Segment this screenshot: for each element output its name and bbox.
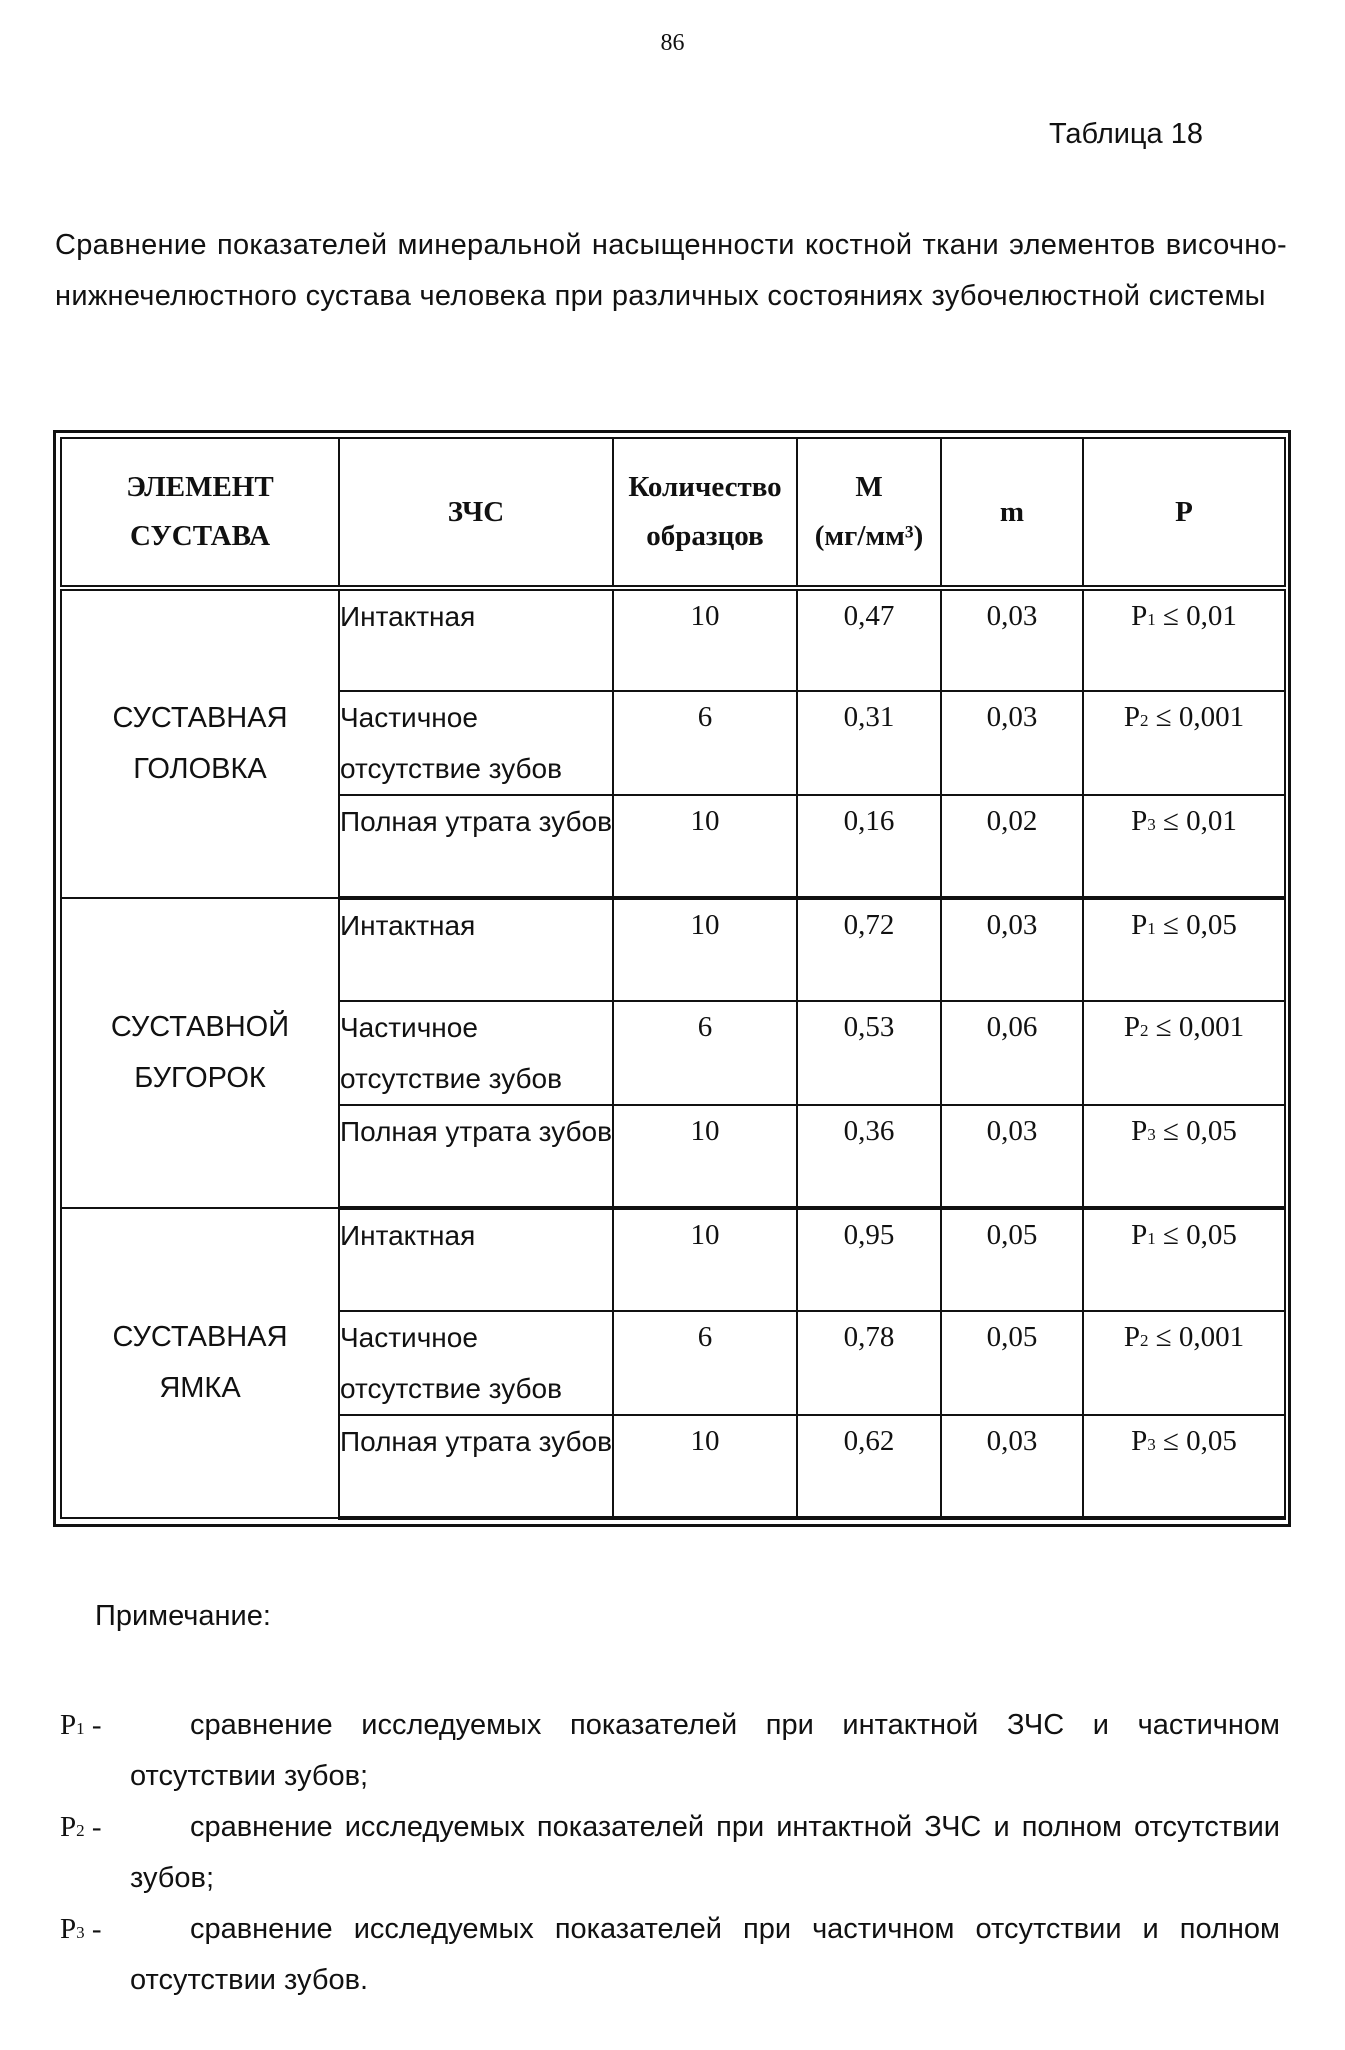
cell-zchs: Интактная	[339, 1208, 613, 1311]
header-mean-line1: М	[855, 471, 883, 503]
note-text: сравнение исследуемых показателей при частичном отсутствии и полном отсутствии зубов.	[130, 1913, 1280, 1996]
header-count-line1: Количество	[628, 471, 782, 503]
cell-p	[1083, 1415, 1285, 1518]
header-element	[61, 438, 339, 588]
element-line: БУГОРОК	[134, 1062, 266, 1094]
cell-count: 6	[613, 1311, 797, 1415]
cell-error: 0,03	[941, 1105, 1083, 1208]
p-sub: 3	[1147, 1435, 1156, 1454]
cell-error: 0,03	[941, 898, 1083, 1001]
cell-error: 0,03	[941, 1415, 1083, 1518]
header-element-line2: СУСТАВА	[129, 520, 271, 552]
cell-p	[1083, 795, 1285, 898]
header-count	[613, 438, 797, 588]
p-key: P	[1131, 1219, 1148, 1251]
page-number: 86	[660, 30, 685, 56]
cell-mean: 0,31	[797, 691, 941, 795]
cell-error: 0,06	[941, 1001, 1083, 1105]
cell-mean: 0,72	[797, 898, 941, 1001]
p-key: P	[1131, 805, 1148, 837]
cell-mean: 0,95	[797, 1208, 941, 1311]
element-line: СУСТАВНАЯ	[112, 702, 288, 734]
results-table	[60, 437, 1286, 1520]
p-sub: 2	[1139, 1021, 1149, 1040]
p-value: ≤ 0,05	[1155, 909, 1237, 941]
table-row	[61, 898, 1285, 1001]
header-p: P	[1083, 438, 1285, 588]
cell-element	[61, 588, 339, 898]
p-value: ≤ 0,001	[1148, 1321, 1245, 1353]
p-value: ≤ 0,01	[1155, 600, 1237, 632]
p-sub: 1	[1147, 1229, 1156, 1248]
p-key: P	[1131, 1115, 1148, 1147]
table-body	[61, 588, 1285, 1518]
cell-error: 0,05	[941, 1208, 1083, 1311]
p-key: P	[1131, 600, 1148, 632]
note-item	[60, 1700, 1280, 1802]
cell-zchs: Частичное отсутствие зубов	[339, 1001, 613, 1105]
cell-count: 10	[613, 795, 797, 898]
cell-error: 0,05	[941, 1311, 1083, 1415]
cell-count: 10	[613, 898, 797, 1001]
note-item	[60, 1802, 1280, 1904]
note-key: P3 -	[60, 1913, 102, 1945]
element-line: СУСТАВНОЙ	[110, 1011, 290, 1043]
cell-zchs: Полная утрата зубов	[339, 1105, 613, 1208]
table-row	[61, 588, 1285, 691]
cell-element	[61, 898, 339, 1208]
note-key: P1 -	[60, 1709, 102, 1741]
cell-zchs: Полная утрата зубов	[339, 1415, 613, 1518]
note-title: Примечание:	[95, 1600, 271, 1632]
header-count-line2: образцов	[646, 520, 764, 552]
note-text: сравнение исследуемых показателей при интактной ЗЧС и частичном отсутствии зубов;	[130, 1709, 1280, 1792]
header-row	[61, 438, 1285, 588]
header-mean-line2: (мг/мм³)	[814, 520, 924, 552]
p-sub: 1	[1147, 610, 1156, 629]
cell-count: 10	[613, 1415, 797, 1518]
table-caption: Сравнение показателей минеральной насыщенности костной ткани элементов височно-нижнечелюстного сустава человека при различных состояниях зубочелюстной системы	[55, 229, 1287, 312]
p-value: ≤ 0,05	[1155, 1425, 1237, 1457]
note-item	[60, 1904, 1280, 2006]
header-error: m	[941, 438, 1083, 588]
cell-count: 6	[613, 691, 797, 795]
cell-mean: 0,47	[797, 588, 941, 691]
p-value: ≤ 0,001	[1148, 1011, 1245, 1043]
cell-count: 10	[613, 1208, 797, 1311]
element-line: ГОЛОВКА	[133, 753, 267, 785]
p-key: P	[1131, 909, 1148, 941]
p-key: P	[1123, 1011, 1140, 1043]
cell-p	[1083, 691, 1285, 795]
p-key: P	[1123, 701, 1140, 733]
note-text: сравнение исследуемых показателей при интактной ЗЧС и полном отсутствии зубов;	[130, 1811, 1280, 1894]
cell-zchs: Частичное отсутствие зубов	[339, 691, 613, 795]
cell-mean: 0,36	[797, 1105, 941, 1208]
cell-count: 10	[613, 1105, 797, 1208]
notes-list	[60, 1700, 1280, 2006]
element-line: СУСТАВНАЯ	[112, 1321, 288, 1353]
header-element-line1: ЭЛЕМЕНТ	[126, 471, 274, 503]
cell-zchs: Полная утрата зубов	[339, 795, 613, 898]
p-key: P	[1123, 1321, 1140, 1353]
cell-zchs: Интактная	[339, 588, 613, 691]
p-sub: 2	[1139, 1331, 1149, 1350]
cell-zchs: Интактная	[339, 898, 613, 1001]
results-table-frame	[53, 430, 1291, 1527]
p-value: ≤ 0,05	[1155, 1219, 1237, 1251]
table-row	[61, 1208, 1285, 1311]
cell-mean: 0,62	[797, 1415, 941, 1518]
cell-error: 0,03	[941, 588, 1083, 691]
cell-mean: 0,53	[797, 1001, 941, 1105]
note-key: P2 -	[60, 1811, 102, 1843]
cell-mean: 0,16	[797, 795, 941, 898]
cell-p	[1083, 1105, 1285, 1208]
cell-p	[1083, 588, 1285, 691]
cell-p	[1083, 1208, 1285, 1311]
p-sub: 1	[1147, 919, 1156, 938]
cell-error: 0,03	[941, 691, 1083, 795]
cell-p	[1083, 1001, 1285, 1105]
p-sub: 3	[1147, 815, 1156, 834]
cell-count: 6	[613, 1001, 797, 1105]
p-sub: 3	[1147, 1125, 1156, 1144]
cell-p	[1083, 898, 1285, 1001]
cell-error: 0,02	[941, 795, 1083, 898]
cell-p	[1083, 1311, 1285, 1415]
element-line: ЯМКА	[159, 1372, 241, 1404]
header-zchs: ЗЧС	[339, 438, 613, 588]
p-value: ≤ 0,01	[1155, 805, 1237, 837]
p-value: ≤ 0,001	[1148, 701, 1245, 733]
p-key: P	[1131, 1425, 1148, 1457]
header-mean	[797, 438, 941, 588]
p-sub: 2	[1139, 711, 1149, 730]
cell-count: 10	[613, 588, 797, 691]
p-value: ≤ 0,05	[1155, 1115, 1237, 1147]
cell-zchs: Частичное отсутствие зубов	[339, 1311, 613, 1415]
cell-element	[61, 1208, 339, 1518]
table-label: Таблица 18	[1048, 118, 1203, 150]
cell-mean: 0,78	[797, 1311, 941, 1415]
